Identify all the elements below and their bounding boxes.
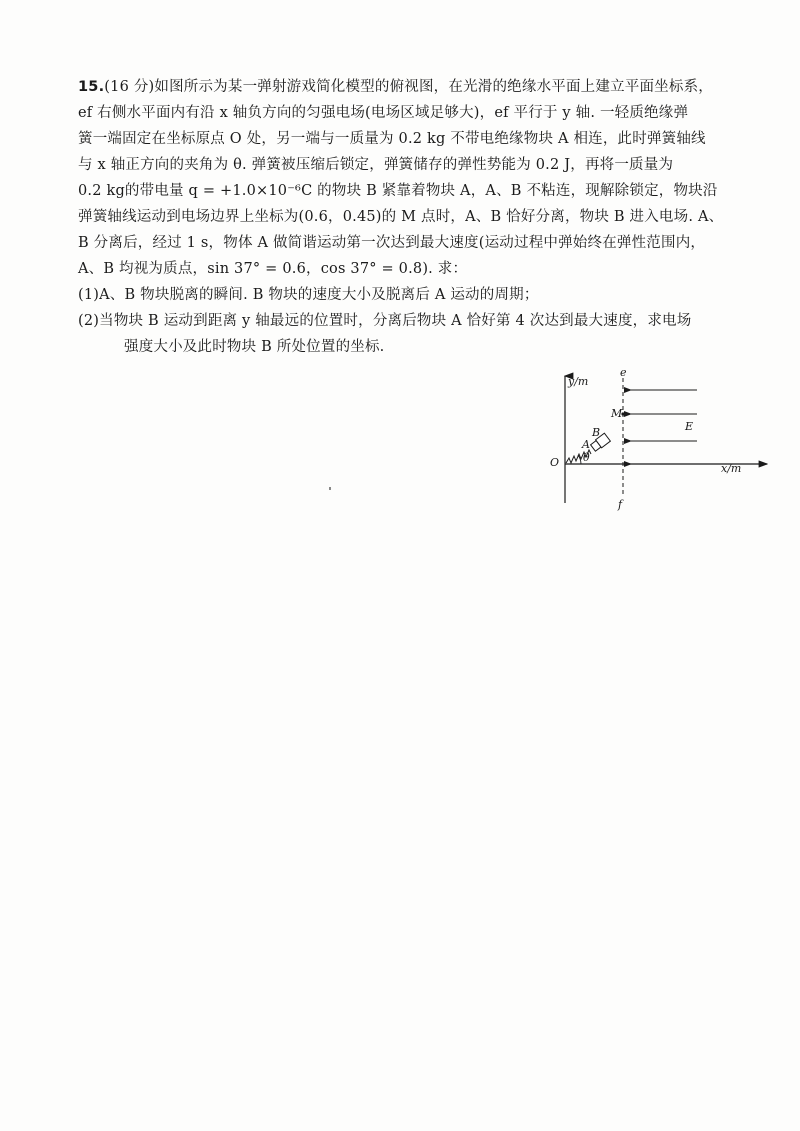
problem-points: (16 分) — [104, 79, 155, 95]
problem-number: 15. — [78, 79, 105, 95]
problem-15 — [78, 74, 746, 360]
boundary-label-e: e — [620, 366, 627, 379]
stem-line-4: 0.2 kg的带电量 q = +1.0×10⁻⁶C 的物块 B 紧靠着物块 A，A、B 不粘连，现解除锁定，物块沿 — [78, 183, 718, 199]
field-label: E — [685, 420, 694, 433]
y-axis-label: y/m — [568, 375, 589, 388]
x-axis-label: x/m — [721, 462, 742, 475]
question-1: (1)A、B 物块脱离的瞬间. B 物块的速度大小及脱离后 A 运动的周期； — [78, 287, 539, 303]
block-b-label: B — [592, 426, 601, 439]
stray-mark — [329, 487, 331, 490]
diagram-svg — [545, 368, 775, 518]
stem-line-5: 弹簧轴线运动到电场边界上坐标为(0.6，0.45)的 M 点时，A、B 恰好分离，物块 B 进入电场. A、 — [78, 209, 724, 225]
physics-diagram — [545, 368, 775, 518]
stem-line-1: ef 右侧水平面内有沿 x 轴负方向的匀强电场(电场区域足够大)，ef 平行于 y 轴. 一轻质绝缘弹 — [78, 105, 689, 121]
question-2-continued: 强度大小及此时物块 B 所处位置的坐标. — [124, 339, 385, 355]
point-m-label: M — [611, 407, 623, 420]
stem-line-3: 与 x 轴正方向的夹角为 θ. 弹簧被压缩后锁定，弹簧储存的弹性势能为 0.2 J，再将一质量为 — [78, 157, 674, 173]
problem-stem-line-1 — [78, 74, 746, 100]
block-a-label: A — [582, 438, 590, 451]
question-2: (2)当物块 B 运动到距离 y 轴最远的位置时，分离后物块 A 恰好第 4 次达到最大速度，求电场 — [78, 313, 692, 329]
stem-line-6: B 分离后，经过 1 s，物体 A 做简谐运动第一次达到最大速度(运动过程中弹始终在弹性范围内， — [78, 235, 706, 251]
stem-line-2: 簧一端固定在坐标原点 O 处，另一端与一质量为 0.2 kg 不带电绝缘物块 A 相连，此时弹簧轴线 — [78, 131, 706, 147]
stem-line-7: A、B 均视为质点，sin 37° = 0.6，cos 37° = 0.8). 求： — [78, 261, 468, 277]
boundary-label-f: f — [618, 498, 623, 511]
origin-label: O — [550, 456, 560, 469]
angle-label: θ — [583, 451, 590, 464]
stem-line-0: 如图所示为某一弹射游戏简化模型的俯视图，在光滑的绝缘水平面上建立平面坐标系， — [154, 79, 713, 95]
